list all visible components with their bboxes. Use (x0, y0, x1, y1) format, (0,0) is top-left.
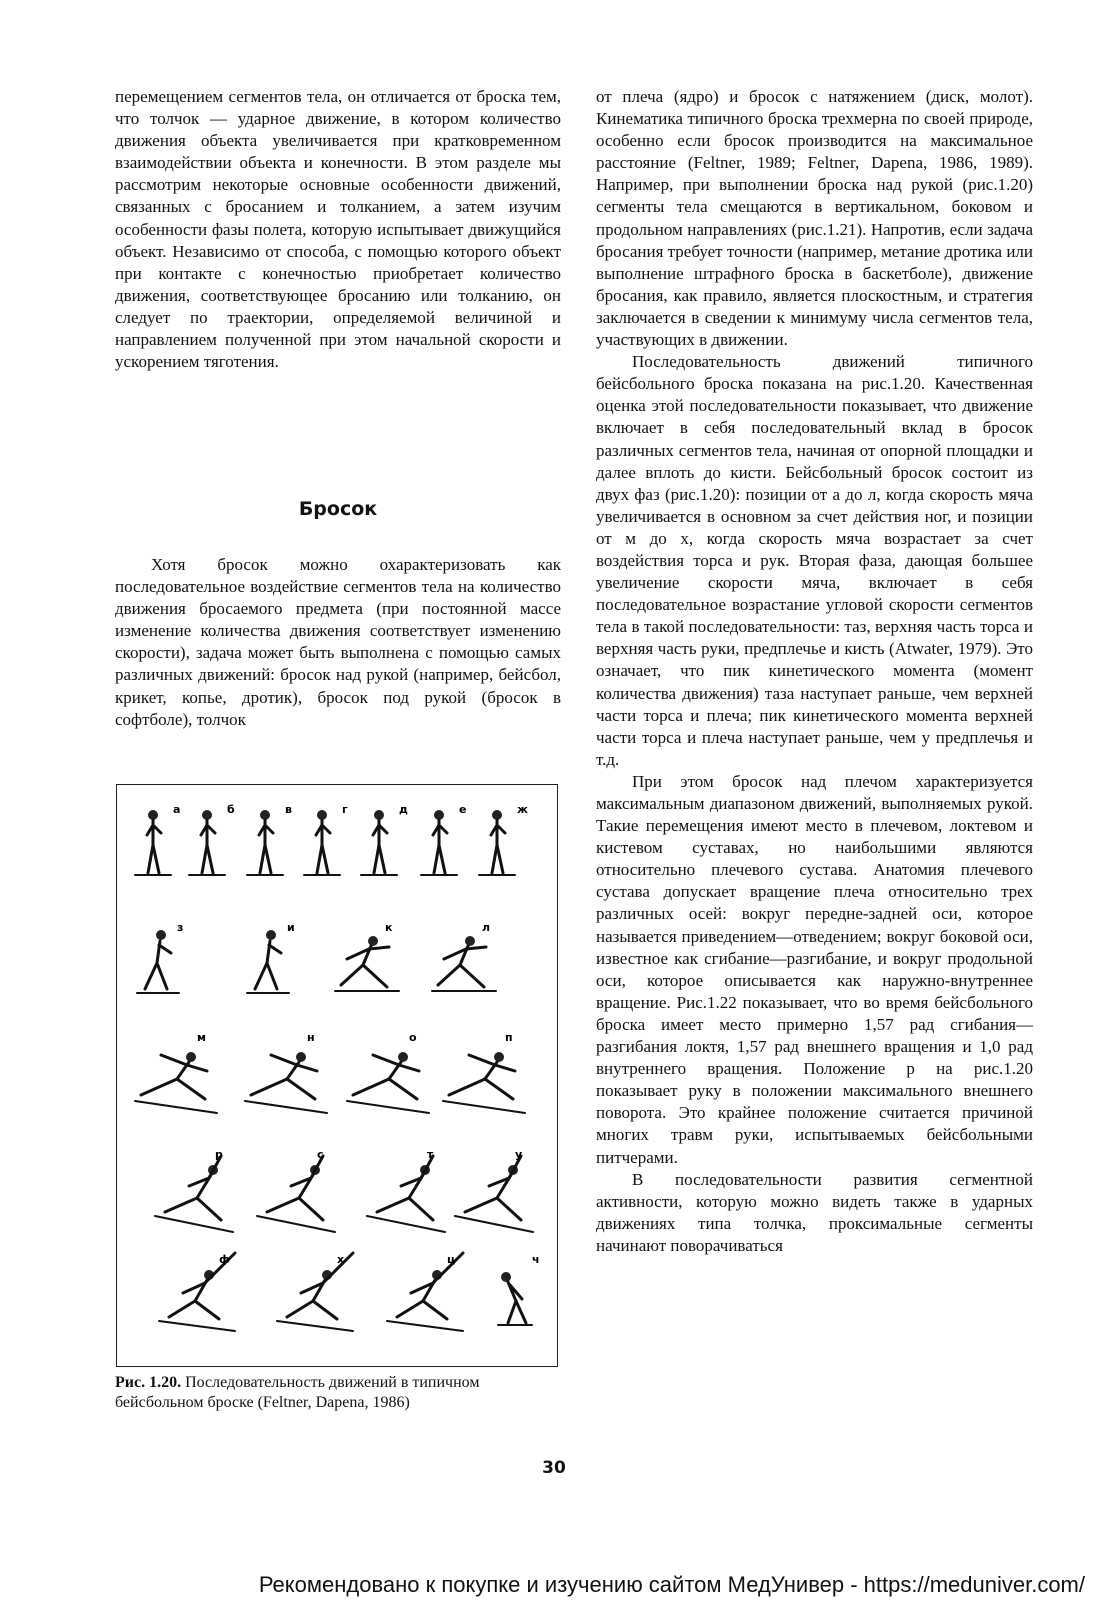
pitcher-figure (367, 1156, 445, 1232)
figure-frame-letter: р (215, 1148, 223, 1161)
caption-label: Рис. 1.20. (115, 1374, 182, 1391)
figure-frame-letter: ч (532, 1253, 540, 1266)
right-paragraph-1: от плеча (ядро) и бросок с натяжением (диск, молот). Кинематика типичного броска трехмерна по своей природе, особенно если бросок производится на максимальное расстояние (Feltner, 1989; Feltner, Dapena, 1986, 1989). Например, при выполнении броска над рукой (рис.1.20) сегменты тела смещаются в вертикальном, боковом и продольном направлениях (рис.1.21). Напротив, если задача бросания требует точности (например, метание дротика или выполнение штрафного броска в баскетболе), движение бросания, как правило, является плоскостным, и стратегия заключается в сведении к минимуму числа сегментов тела, участвующих в движении. (596, 87, 1033, 350)
pitcher-figure (443, 1052, 525, 1113)
pitcher-figures-illustration (117, 785, 559, 1368)
figure-frame-letter: а (173, 803, 181, 816)
pitcher-figure (247, 810, 283, 875)
figure-frame-letter: ж (517, 803, 528, 816)
caption-text: Последовательность движений в типичном бейсбольном броске (Feltner, Dapena, 1986) (115, 1374, 480, 1411)
pitcher-figure (479, 810, 515, 875)
figure-frame-letter: п (505, 1031, 513, 1044)
pitcher-figure (361, 810, 397, 875)
figure-frame-letter: х (337, 1253, 345, 1266)
pitcher-figure (245, 1052, 327, 1113)
figure-frame-letter: г (342, 803, 348, 816)
figure-frame-letter: и (287, 921, 295, 934)
figure-frame-letter: л (482, 921, 491, 934)
pitcher-figure (498, 1272, 532, 1325)
pitcher-figure (137, 930, 179, 993)
right-paragraph-4: В последовательности развития сегментной активности, которую можно видеть также в ударных движениях типа толчка, проксимальные сегменты начинают поворачиваться (596, 1169, 1033, 1255)
pitcher-figure (189, 810, 225, 875)
figure-frame-letter: з (177, 921, 184, 934)
figure-frame-letter: о (409, 1031, 417, 1044)
figure-frame-letter: е (459, 803, 467, 816)
figure-frame-letter: д (399, 803, 408, 816)
figure-caption (115, 1373, 561, 1413)
pitcher-figure (257, 1156, 335, 1232)
pitcher-figure (455, 1156, 533, 1232)
figure-pitching-sequence (116, 784, 558, 1367)
section-body (115, 554, 561, 731)
figure-frame-letter: б (227, 803, 235, 816)
page-number: 30 (542, 1458, 566, 1478)
figure-frame-letter: у (515, 1148, 523, 1161)
right-paragraph-3: При этом бросок над плечом характеризуется максимальным диапазоном движений, выполняемых рукой. Такие перемещения имеют место в плечевом, локтевом и кистевом суставах, но наибольшими являются относительно плечевого сустава. Анатомия плечевого сустава допускает вращение плеча относительно трех различных осей: вокруг передне-задней оси, которое называется приведением—отведением; вокруг боковой оси, известное как сгибание—разгибание, и вокруг продольной оси, которое описывается как наружно-внутреннее вращение. Рис.1.22 показывает, что во время бейсбольного броска имеет место примерно 1,57 рад сгибания—разгибания локтя, 1,57 рад внешнего вращения и 1,0 рад внутреннего вращения. Положение р на рис.1.20 показывает руку в положении максимального внешнего поворота. Это крайнее положение считается причиной многих травм руки, испытываемых бейсбольными питчерами. (596, 771, 1033, 1167)
pitcher-figure (335, 936, 399, 991)
pitcher-figure (247, 930, 289, 993)
footer-recommendation[interactable]: Рекомендовано к покупке и изучению сайтом МедУнивер - https://meduniver.com/ (258, 1572, 1085, 1597)
left-paragraph-2: Хотя бросок можно охарактеризовать как последовательное воздействие сегментов тела на количество движения бросаемого предмета (при постоянной массе изменение количества движения соответствует изменению скорости), задача может быть выполнена с помощью самых различных движений: бросок над рукой (например, бейсбол, крикет, копье, дротик), бросок под рукой (бросок в софтболе), толчок (115, 555, 561, 729)
figure-frame-letter: ц (447, 1253, 456, 1266)
figure-frame-letter: т (427, 1148, 434, 1161)
figure-frame-letter: в (285, 803, 292, 816)
figure-frame-letter: с (317, 1148, 324, 1161)
figure-frame-letter: н (307, 1031, 315, 1044)
pitcher-figure (135, 810, 171, 875)
figure-frame-letter: ф (219, 1253, 230, 1266)
pitcher-figure (432, 936, 496, 991)
right-column (596, 86, 1033, 1257)
pitcher-figure (421, 810, 457, 875)
pitcher-figure (155, 1156, 233, 1232)
section-title: Бросок (298, 498, 378, 520)
left-paragraph-1: перемещением сегментов тела, он отличается от броска тем, что толчок — ударное движение, в котором количество движения объекта увеличивается при кратковременном взаимодействии объекта и конечности. В этом разделе мы рассмотрим некоторые основные особенности движений, связанных с бросанием и толканием, а затем изучим особенности фазы полета, которую испытывает движущийся объект. Независимо от способа, с помощью которого объект при контакте с конечностью приобретает количество движения, соответствующее бросанию или толканию, он следует по траектории, определяемой величиной и направлением полученной при этом начальной скорости и ускорением тяготения. (115, 87, 561, 372)
right-paragraph-2: Последовательность движений типичного бейсбольного броска показана на рис.1.20. Качественная оценка этой последовательности показывает, что движение включает в себя последовательный вклад в бросок различных сегментов тела, начиная от опорной площадки и далее вплоть до кисти. Бейсбольный бросок состоит из двух фаз (рис.1.20): позиции от а до л, когда скорость мяча увеличивается в основном за счет действия ног, и позиции от м до х, когда скорость мяча возрастает за счет воздействия торса и рук. Вторая фаза, дающая большее увеличение скорости мяча, включает в себя последовательное возрастание угловой скорости сегментов тела в такой последовательности: таз, верхняя часть торса и верхняя часть руки, предплечье и кисть (Atwater, 1979). Это означает, что пик кинетического момента (момент количества движения) таза наступает раньше, чем верхней части торса и плеча; пик кинетического момента верхней части торса и плеча наступает раньше, чем у предплечья и т.д. (596, 352, 1033, 769)
figure-frame-letter: к (385, 921, 393, 934)
pitcher-figure (304, 810, 340, 875)
figure-frame-letter: м (197, 1031, 206, 1044)
pitcher-figure (347, 1052, 429, 1113)
pitcher-figure (135, 1052, 217, 1113)
left-column (115, 86, 561, 373)
